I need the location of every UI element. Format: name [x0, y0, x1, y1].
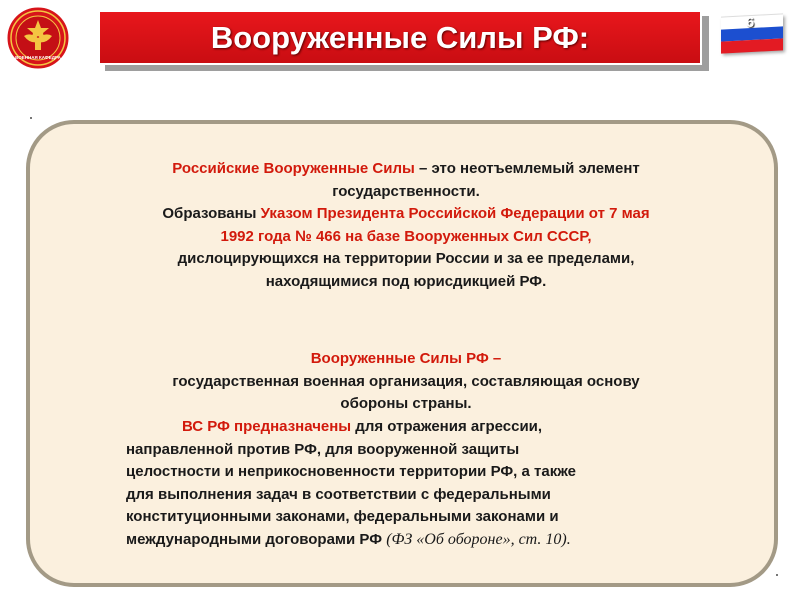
page-title: Вооруженные Силы РФ: — [210, 19, 590, 55]
page-number: 6 — [745, 14, 755, 31]
body-text: Образованы — [162, 205, 261, 222]
definition-line: дислоцирующихся на территории России и за ее пределами, — [177, 250, 635, 267]
section-heading: Вооруженные Силы РФ – — [310, 350, 502, 367]
definition-paragraph — [30, 158, 782, 293]
highlight-text: Указом Президента Российской Федерации от 7 мая — [260, 205, 650, 222]
body-line: обороны страны. — [340, 395, 472, 412]
decorative-dot — [776, 574, 778, 576]
body-text: международными договорами РФ — [126, 530, 387, 548]
purpose-line: направленной против РФ, для вооруженной защиты — [126, 440, 520, 458]
highlight-text: ВС РФ предназначены — [182, 418, 352, 435]
body-line: государственная военная организация, составляющая основу — [172, 372, 640, 390]
purpose-line: для выполнения задач в соответствии с федеральными — [126, 485, 551, 503]
purpose-paragraph — [126, 416, 746, 551]
definition-line — [30, 158, 782, 181]
purpose-line — [126, 529, 746, 552]
title-bar — [98, 10, 702, 65]
definition-line: находящимися под юрисдикцией РФ. — [265, 272, 547, 290]
organization-paragraph — [30, 348, 782, 416]
definition-line: государственности. — [332, 182, 480, 200]
purpose-line — [126, 416, 746, 439]
logo-caption: ВОЕННАЯ КАФЕДРА — [15, 55, 61, 60]
content-panel — [26, 120, 778, 587]
purpose-line: целостности и неприкосновенности территории РФ, а также — [126, 463, 576, 480]
military-department-logo — [6, 6, 70, 70]
law-reference: (ФЗ «Об обороне», ст. 10). — [386, 530, 571, 548]
body-text: – это неотъемлемый элемент — [414, 160, 640, 177]
body-text: для отражения агрессии, — [351, 418, 543, 435]
definition-line — [30, 203, 782, 226]
highlight-text: Российские Вооруженные Силы — [172, 160, 415, 177]
decorative-dot — [30, 117, 32, 119]
purpose-line: конституционными законами, федеральными законами и — [126, 508, 559, 525]
definition-line: 1992 года № 466 на базе Вооруженных Сил СССР, — [220, 227, 592, 245]
